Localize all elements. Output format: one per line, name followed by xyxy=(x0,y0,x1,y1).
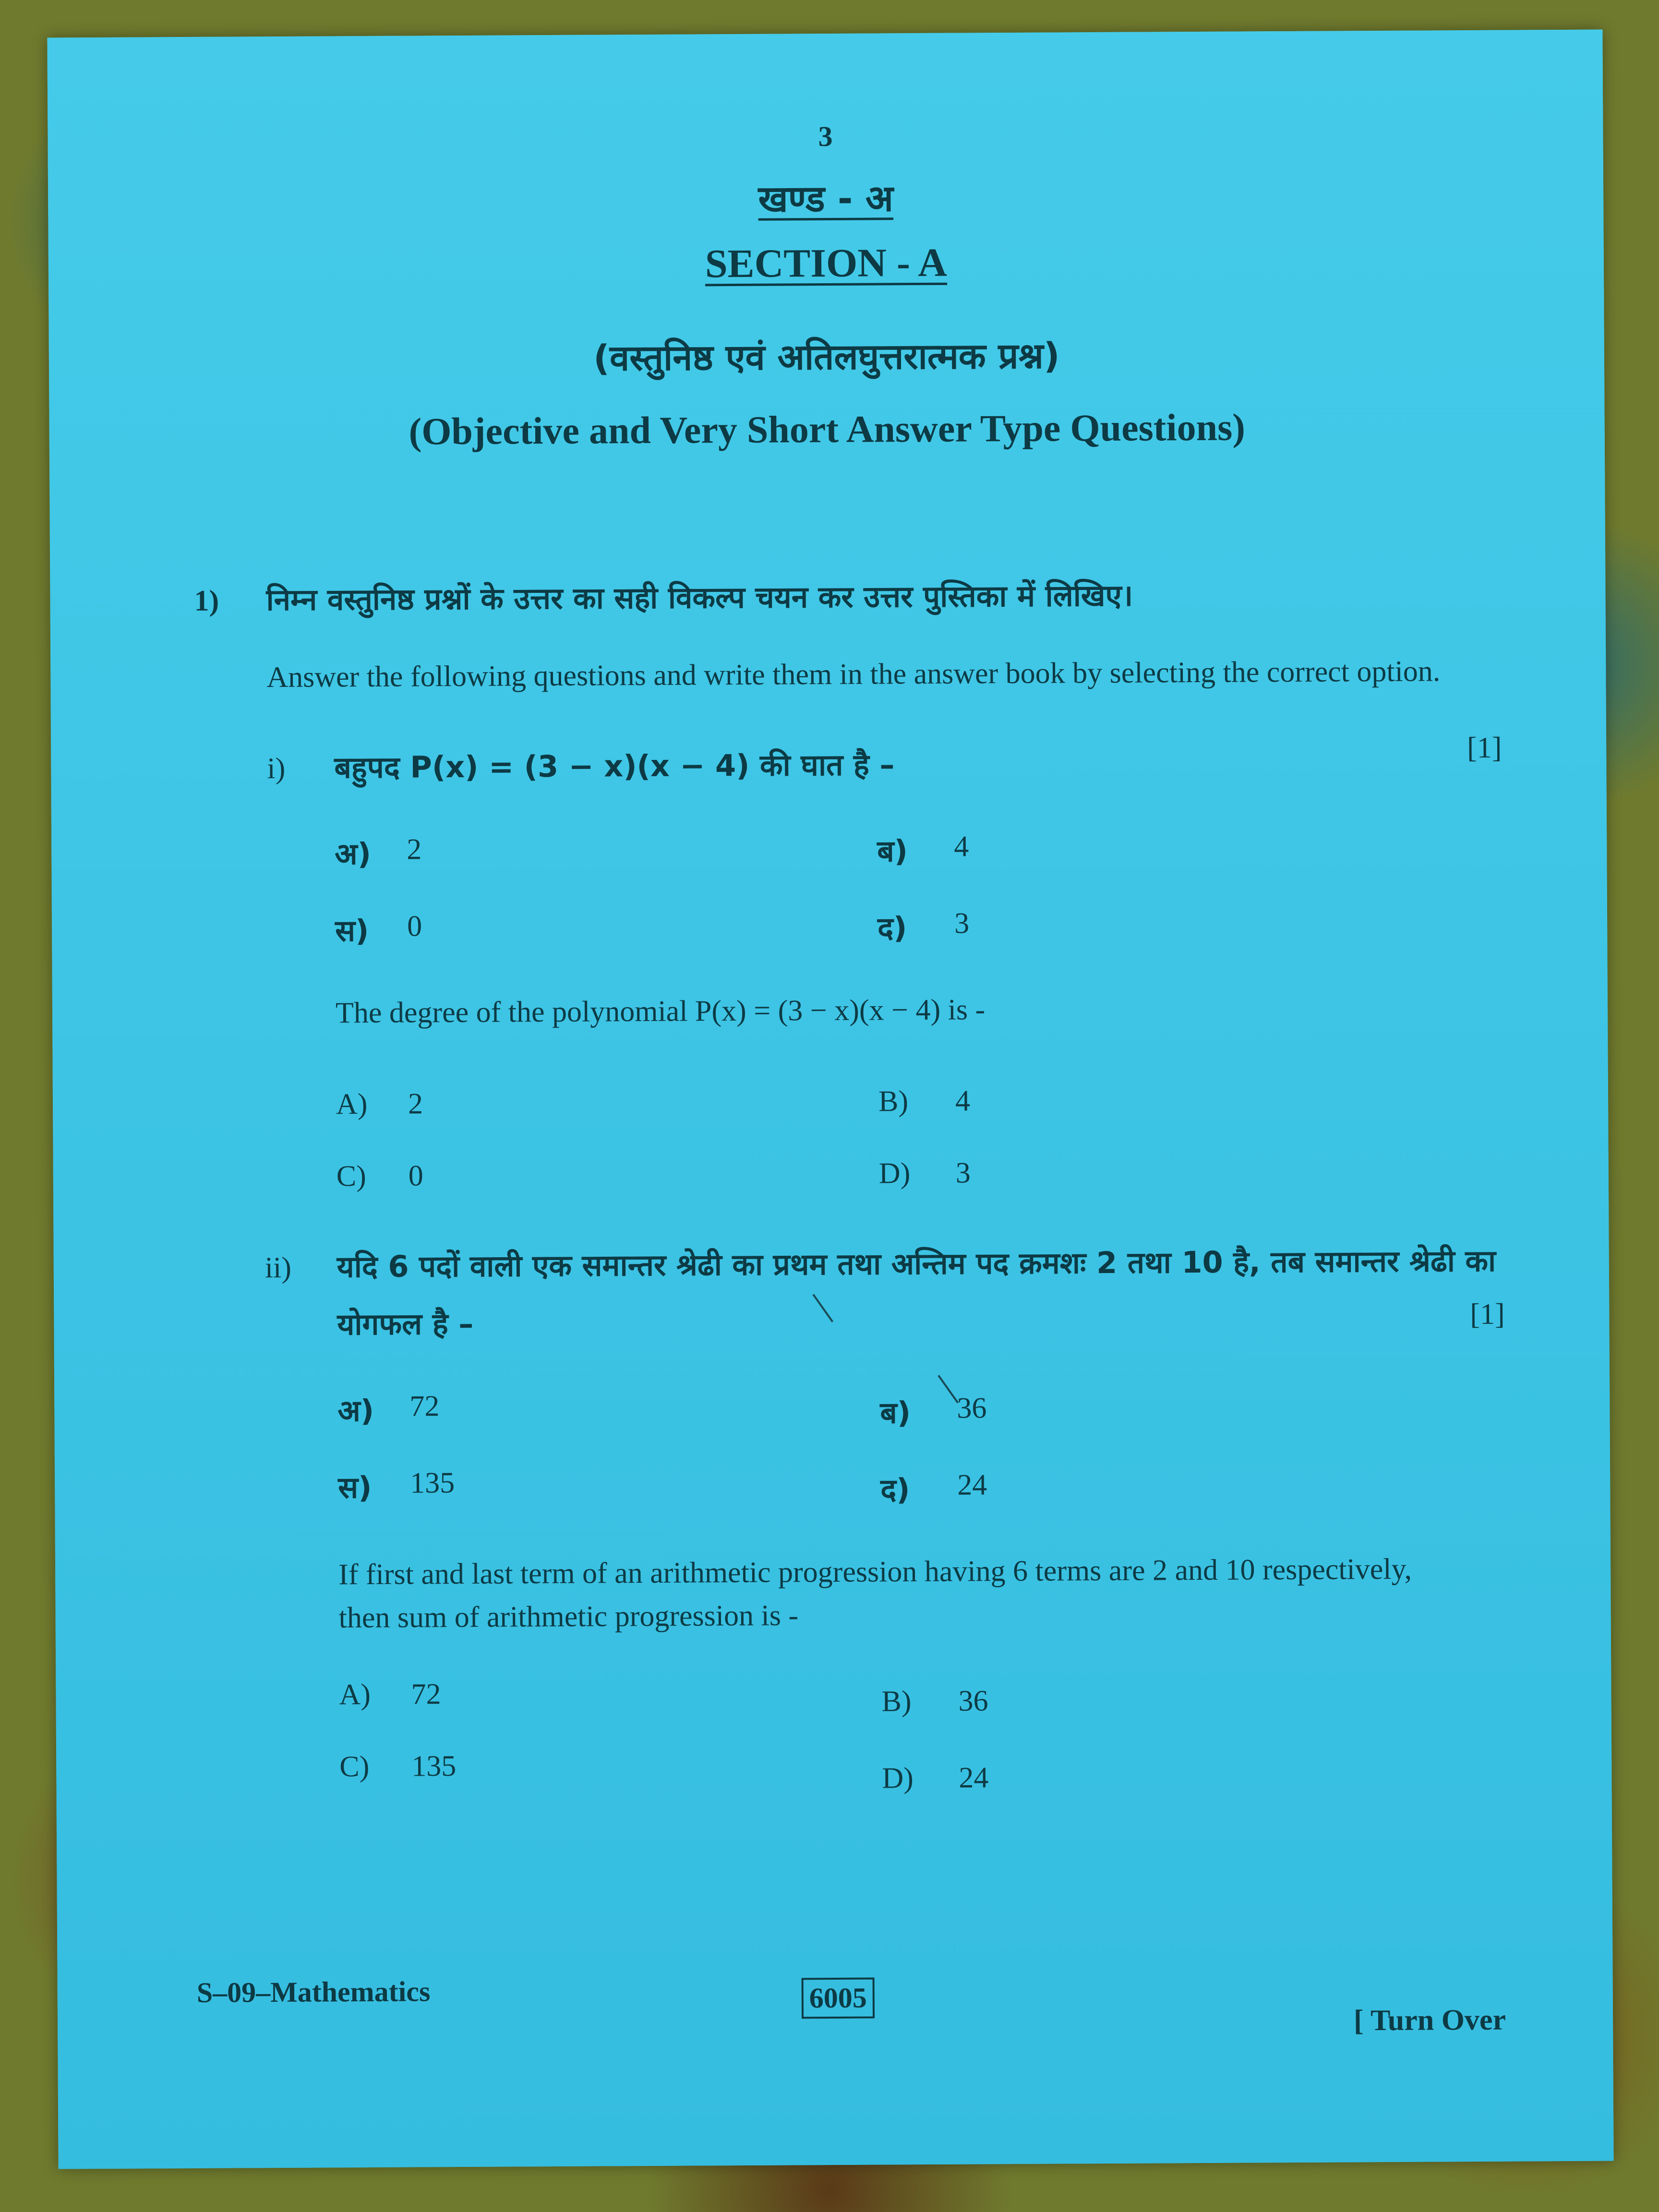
option-label: C) xyxy=(339,1750,370,1783)
option-label: स) xyxy=(338,1470,372,1505)
option-label: B) xyxy=(878,1085,909,1118)
subquestion-2-marks: [1] xyxy=(1470,1298,1505,1331)
question-number: 1) xyxy=(194,584,219,617)
page-number: 3 xyxy=(818,120,833,153)
subquestion-2-number: ii) xyxy=(264,1251,292,1285)
option-value: 24 xyxy=(959,1761,989,1794)
option-value: 2 xyxy=(408,1087,423,1120)
section-title-hindi: खण्ड - अ xyxy=(758,177,894,220)
subquestion-2-text-hindi-line2: योगफल है – xyxy=(337,1306,474,1342)
option-value: 36 xyxy=(957,1392,987,1425)
option-label: A) xyxy=(339,1678,371,1711)
turn-over-label: [ Turn Over xyxy=(1353,2003,1506,2037)
option-label: B) xyxy=(881,1685,912,1718)
exam-paper xyxy=(47,30,1613,2169)
instruction-hindi: निम्न वस्तुनिष्ठ प्रश्नों के उत्तर का सही विकल्प चयन कर उत्तर पुस्तिका में लिखिए। xyxy=(266,577,1133,618)
pen-mark xyxy=(812,1294,833,1322)
option-value: 3 xyxy=(954,907,970,940)
option-value: 72 xyxy=(411,1678,441,1711)
subquestion-1-number: i) xyxy=(267,752,286,785)
option-value: 0 xyxy=(408,1159,424,1192)
subquestion-1-marks: [1] xyxy=(1467,731,1502,765)
option-label: D) xyxy=(878,1157,911,1190)
option-value: 24 xyxy=(957,1468,987,1502)
option-label: द) xyxy=(877,910,907,946)
option-label: अ) xyxy=(335,836,372,872)
option-value: 3 xyxy=(955,1156,971,1190)
heading-english: (Objective and Very Short Answer Type Questions) xyxy=(409,406,1246,453)
option-label: D) xyxy=(882,1762,914,1795)
option-label: A) xyxy=(336,1088,368,1121)
option-value: 72 xyxy=(409,1390,440,1423)
subquestion-2-text-english-line1: If first and last term of an arithmetic progression having 6 terms are 2 and 10 respectively, xyxy=(338,1552,1412,1591)
option-label: द) xyxy=(880,1472,910,1507)
option-label: स) xyxy=(335,913,369,949)
option-value: 2 xyxy=(407,833,422,866)
footer-subject: S–09–Mathematics xyxy=(196,1975,431,2008)
instruction-english: Answer the following questions and write them in the answer book by selecting the correct option. xyxy=(266,655,1441,694)
subquestion-2-text-english-line2: then sum of arithmetic progression is - xyxy=(338,1599,799,1635)
section-title-english: SECTION - A xyxy=(705,240,948,287)
heading-hindi: (वस्तुनिष्ठ एवं अतिलघुत्तरात्मक प्रश्न) xyxy=(593,335,1060,379)
pen-mark xyxy=(938,1375,959,1403)
option-label: अ) xyxy=(337,1393,374,1429)
option-value: 4 xyxy=(955,1084,971,1118)
option-value: 0 xyxy=(407,910,422,943)
subquestion-1-text-hindi: बहुपद P(x) = (3 − x)(x − 4) की घात है – xyxy=(334,747,895,785)
option-label: ब) xyxy=(877,833,908,869)
option-value: 135 xyxy=(411,1750,457,1783)
subquestion-1-text-english: The degree of the polynomial P(x) = (3 − x)(x − 4) is - xyxy=(335,993,986,1030)
option-value: 135 xyxy=(409,1467,455,1500)
option-label: ब) xyxy=(880,1395,911,1431)
subquestion-2-text-hindi-line1: यदि 6 पदों वाली एक समान्तर श्रेढी का प्रथम तथा अन्तिम पद क्रमशः 2 तथा 10 है, तब समान्तर श्रेढी का xyxy=(337,1243,1496,1285)
option-label: C) xyxy=(336,1160,367,1193)
option-value: 4 xyxy=(954,830,969,863)
option-value: 36 xyxy=(958,1684,988,1718)
footer-code: 6005 xyxy=(802,1978,875,2019)
